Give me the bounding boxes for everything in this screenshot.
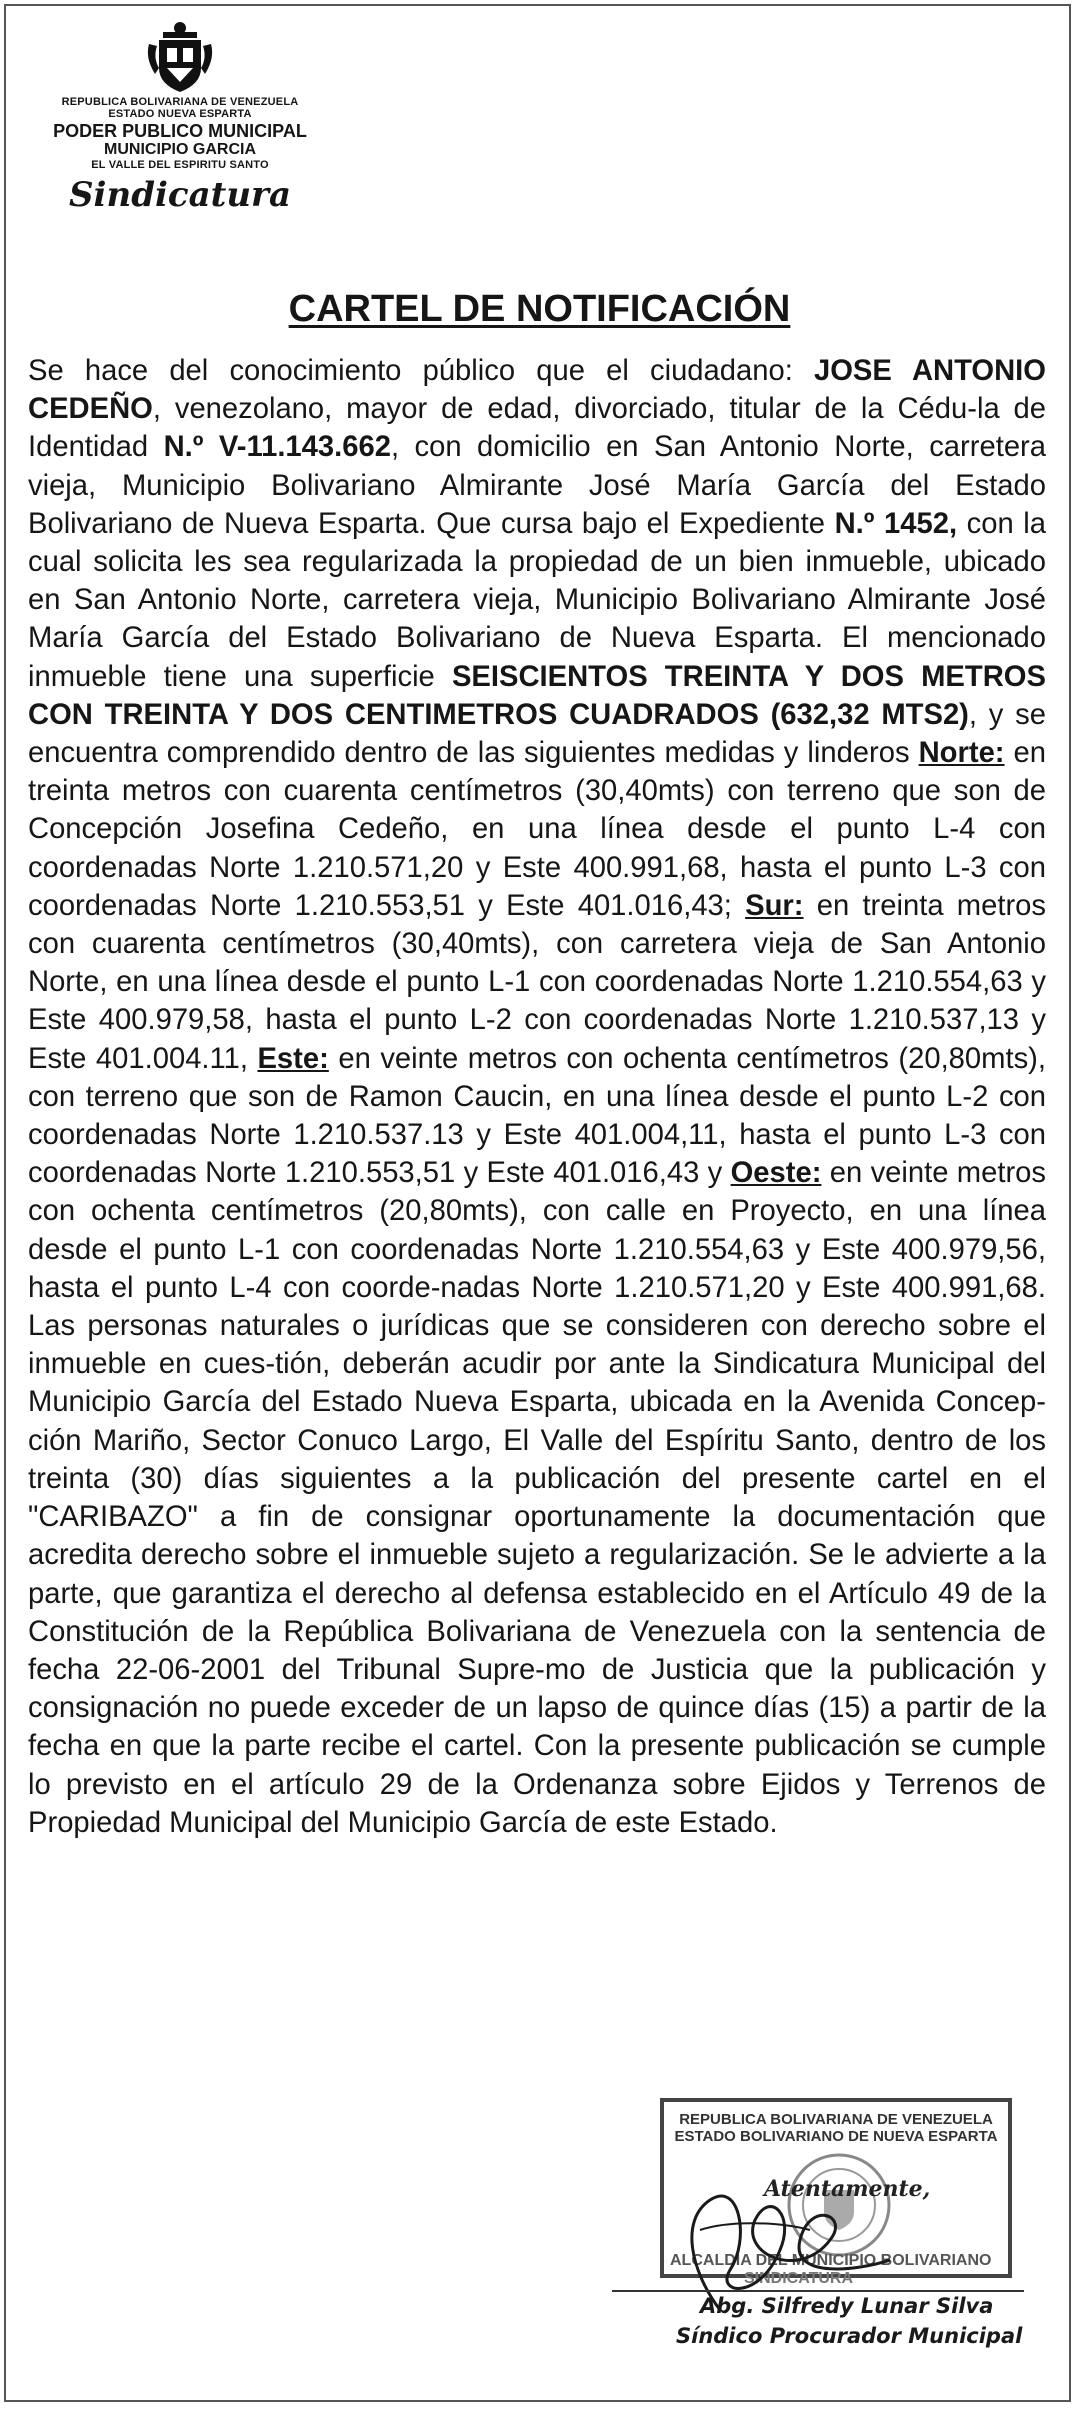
signatory-name: Abg. Silfredy Lunar Silva	[700, 2294, 994, 2318]
letterhead	[30, 18, 330, 214]
body-text-9: en veinte metros con ochenta centímetros (20,80mts), con calle en Proyecto, en una línea desde el punto L-1 con coordenadas Norte 1.210.554,63 y Este 400.979,56, hasta el punto L-4 con coorde-nadas Norte 1.210.571,20 y Este 400.991,68. Las personas naturales o jurídicas que se consideren con derecho sobre el inmueble en cues-tión, deberán acudir por ante la Sindicatura Municipal del Municipio García del Estado Nueva Esparta, ubicada en la Avenida Concep-ción Mariño, Sector Conuco Largo, El Valle del Espíritu Santo, dentro de los treinta (30) días siguientes a la publicación del presente cartel en el "CARIBAZO" a fin de consignar oportunamente la documentación que acredita derecho sobre el inmueble sujeto a regularización. Se le advierte a la parte, que garantiza el derecho al defensa establecido en el Artículo 49 de la Constitución de la República Bolivariana de Venezuela con la sentencia de fecha 22-06-2001 del Tribunal Supre-mo de Justicia que la publicación y consignación no puede exceder de un lapso de quince días (15) a partir de la fecha en que la parte recibe el cartel. Con la presente publicación se cumple lo previsto en el artículo 29 de la Ordenanza sobre Ejidos y Terrenos de Propiedad Municipal del Municipio García de este Estado.	[28, 1157, 1046, 1839]
municipal-coat-of-arms-icon	[145, 18, 215, 96]
stamp-bottom-office: SINDICATURA	[744, 2270, 854, 2287]
citizen-name: JOSE ANTONIO CEDEÑO	[28, 355, 1046, 426]
letterhead-municipality: MUNICIPIO GARCIA	[104, 140, 256, 158]
body-text-7: en treinta metros con cuarenta centímetros (30,40mts), con carretera vieja de San Antonio Norte, en una línea desde el punto L-1 con coordenadas Norte 1.210.554,63 y Este 400.979,58, hasta el punto L-2 con coordenadas Norte 1.210.537,13 y Este 401.004.11,	[28, 889, 1046, 1075]
stamp-republic: REPUBLICA BOLIVARIANA DE VENEZUELA	[679, 2111, 993, 2128]
letterhead-state: ESTADO NUEVA ESPARTA	[108, 108, 252, 121]
stamp-state: ESTADO BOLIVARIANO DE NUEVA ESPARTA	[674, 2127, 998, 2145]
body-text-2: , venezolano, mayor de edad, divorciado, titular de la Cédu-la de Identidad	[28, 393, 1046, 464]
letterhead-city: EL VALLE DEL ESPIRITU SANTO	[91, 158, 269, 171]
signatory-title: Síndico Procurador Municipal	[676, 2324, 1023, 2348]
body-text-5: , y se encuentra comprendido dentro de las siguientes medidas y linderos	[28, 698, 1046, 770]
body-text-4: con la cual solicita les sea regularizada la propiedad de un bien inmueble, ubicado en San Antonio Norte, carretera vieja, Municipio Bolivariano Almirante José María García del Estado Bolivariano de Nueva Esparta. El mencionado inmueble tiene una superficie	[28, 507, 1046, 693]
file-number: N.º 1452,	[834, 507, 958, 540]
surface-area: SEISCIENTOS TREINTA Y DOS METROS CON TREINTA Y DOS CENTIMETROS CUADRADOS (632,32 MTS2)	[28, 660, 1046, 731]
boundary-label-north: Norte:	[918, 737, 1005, 770]
id-number: N.º V-11.143.662	[163, 431, 391, 464]
document-title: CARTEL DE NOTIFICACIÓN	[288, 288, 791, 330]
letterhead-office: Sindicatura	[69, 175, 291, 215]
body-text-1: Se hace del conocimiento público que el ciudadano:	[28, 355, 814, 387]
notice-body	[28, 352, 1046, 1842]
body-text-8: en veinte metros con ochenta centímetros (20,80mts), con terreno que son de Ramon Caucin, en una línea desde el punto L-2 con coordenadas Norte 1.210.537.13 y Este 401.004,11, hasta el punto L-3 con coordenadas Norte 1.210.553,51 y Este 401.016,43 y	[28, 1042, 1046, 1190]
signature-line	[612, 2290, 1024, 2292]
letterhead-power: PODER PUBLICO MUNICIPAL	[53, 120, 307, 141]
body-text-6: en treinta metros con cuarenta centímetros (30,40mts) con terreno que son de Concepción Josefina Cedeño, en una línea desde el punto L-4 con coordenadas Norte 1.210.571,20 y Este 400.991,68, hasta el punto L-3 con coordenadas Norte 1.210.553,51 y Este 401.016,43;	[28, 737, 1047, 922]
boundary-label-south: Sur:	[745, 889, 804, 922]
closing-salutation: Atentamente,	[764, 2176, 931, 2202]
body-text-3: , con domicilio en San Antonio Norte, carretera vieja, Municipio Bolivariano Almirante José María García del Estado Bolivariano de Nueva Esparta. Que cursa bajo el Expediente	[28, 431, 1046, 540]
stamp-bottom-line: ALCALDIA DEL MUNICIPIO BOLIVARIANO	[670, 2252, 992, 2269]
boundary-label-west: Oeste:	[730, 1157, 822, 1190]
letterhead-republic: REPUBLICA BOLIVARIANA DE VENEZUELA	[61, 96, 299, 108]
boundary-label-east: Este:	[257, 1042, 329, 1075]
